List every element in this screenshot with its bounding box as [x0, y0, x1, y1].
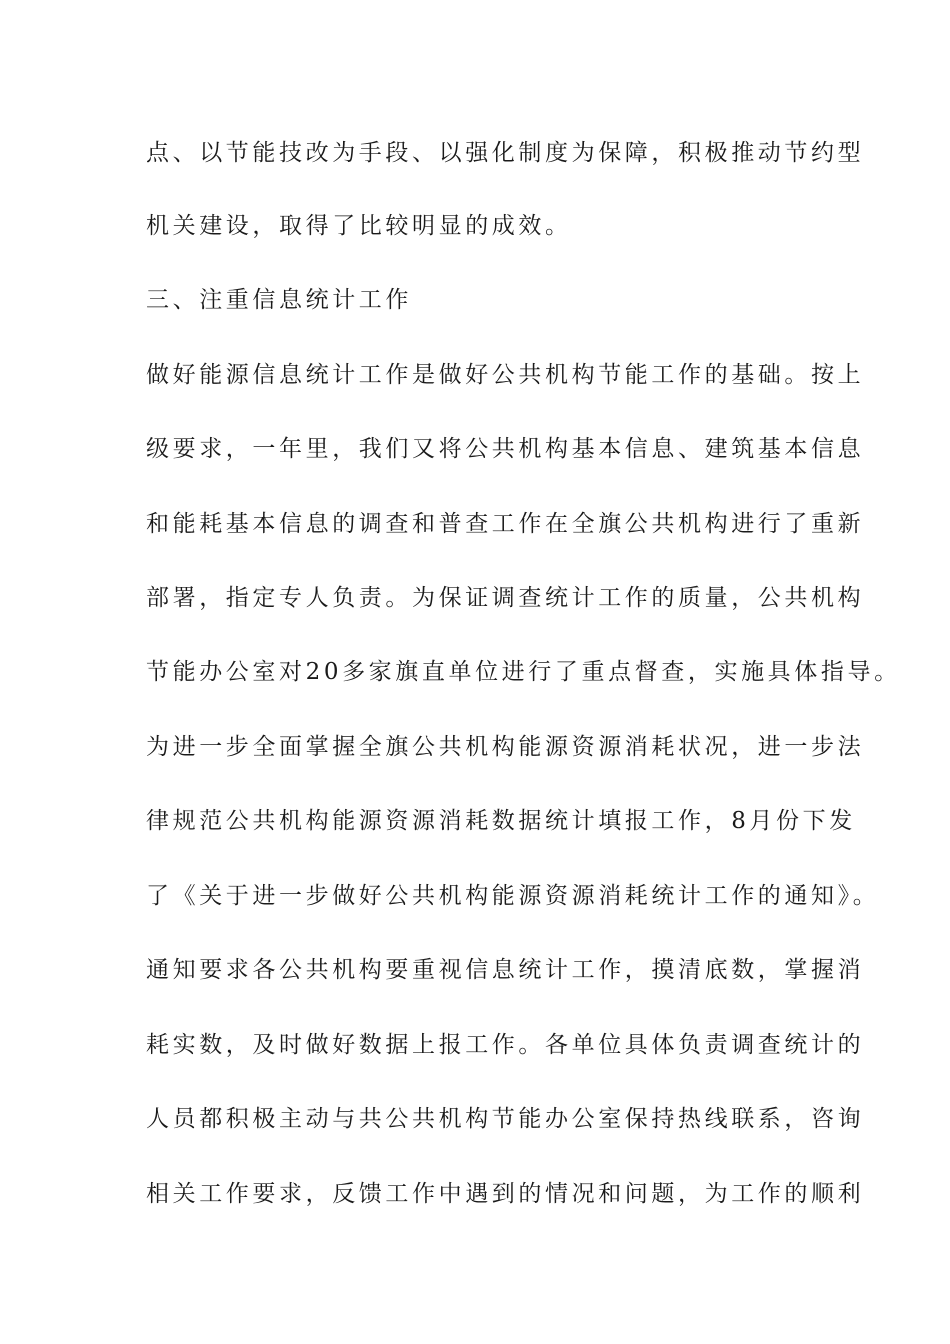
- text-line-11: 了《关于进一步做好公共机构能源资源消耗统计工作的通知》。: [146, 883, 880, 909]
- text-line-7: 部署，指定专人负责。为保证调查统计工作的质量，公共机构: [146, 585, 865, 611]
- text-line-9: 为进一步全面掌握全旗公共机构能源资源消耗状况，进一步法: [146, 734, 865, 760]
- text-line-10: 律规范公共机构能源资源消耗数据统计填报工作，8月份下发: [146, 808, 856, 834]
- text-line-6: 和能耗基本信息的调查和普查工作在全旗公共机构进行了重新: [146, 511, 865, 537]
- text-line-15: 相关工作要求，反馈工作中遇到的情况和问题，为工作的顺利: [146, 1181, 865, 1207]
- text-line-13: 耗实数，及时做好数据上报工作。各单位具体负责调查统计的: [146, 1032, 865, 1058]
- text-line-1: 点、以节能技改为手段、以强化制度为保障，积极推动节约型: [146, 140, 865, 166]
- text-line-14: 人员都积极主动与共公共机构节能办公室保持热线联系，咨询: [146, 1106, 865, 1132]
- text-line-4: 做好能源信息统计工作是做好公共机构节能工作的基础。按上: [146, 362, 865, 388]
- text-line-12: 通知要求各公共机构要重视信息统计工作，摸清底数，掌握消: [146, 957, 865, 983]
- text-line-5: 级要求，一年里，我们又将公共机构基本信息、建筑基本信息: [146, 436, 865, 462]
- text-line-8: 节能办公室对20多家旗直单位进行了重点督查，实施具体指导。: [146, 659, 901, 685]
- section-heading: 三、注重信息统计工作: [146, 287, 412, 313]
- text-line-2: 机关建设，取得了比较明显的成效。: [146, 213, 572, 239]
